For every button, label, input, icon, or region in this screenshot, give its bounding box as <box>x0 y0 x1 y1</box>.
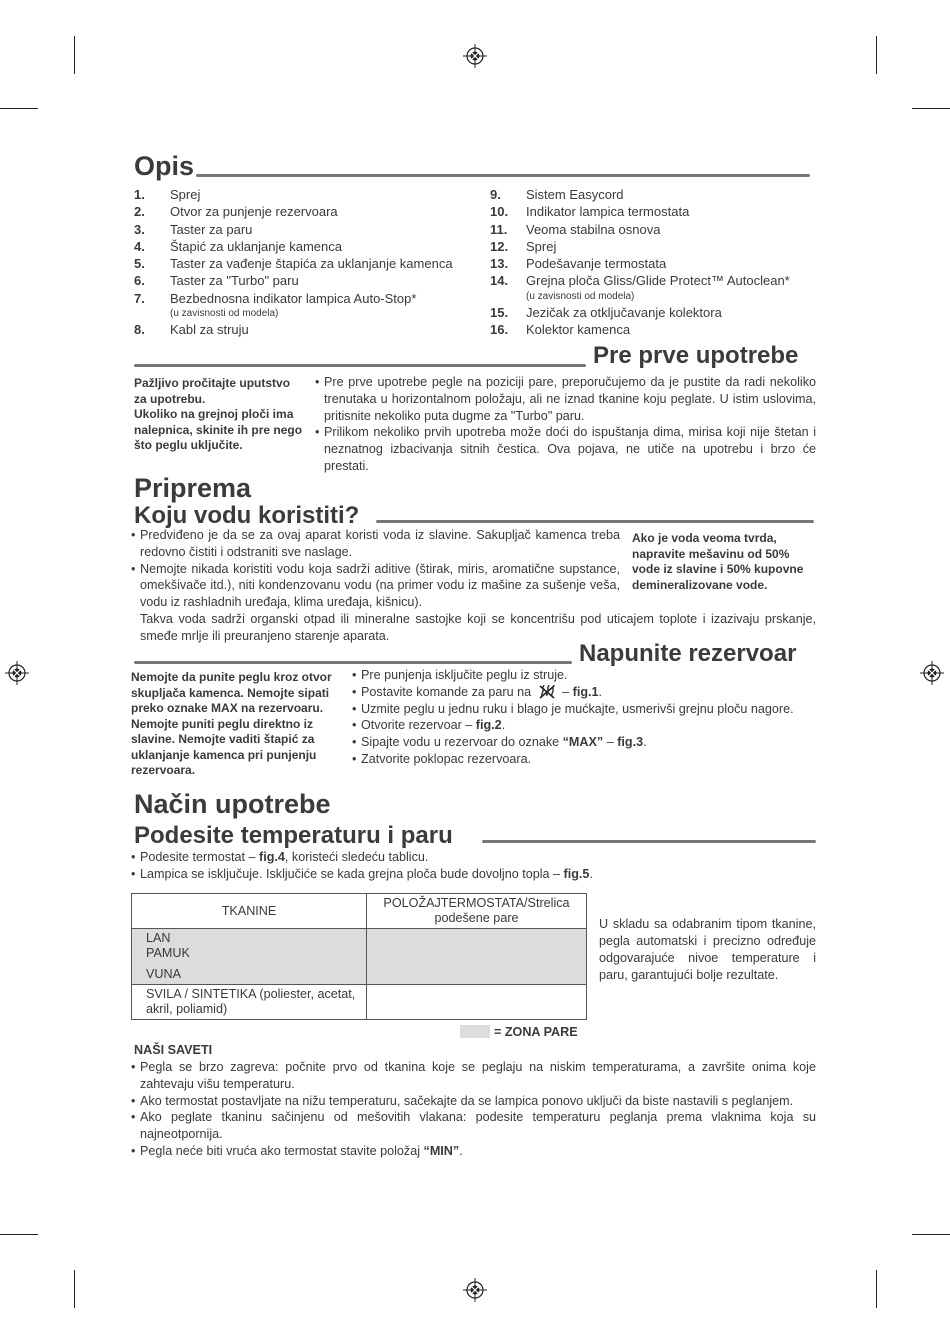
crop-mark <box>912 108 950 109</box>
list-item: • Pre punjenja isključite peglu iz struje. <box>352 667 816 684</box>
title-rule <box>376 520 814 523</box>
crop-mark <box>0 108 38 109</box>
list-item: 6. Taster za "Turbo" paru <box>134 273 299 289</box>
crop-mark <box>0 1234 38 1235</box>
list-item: • Pre prve upotrebe pegle na poziciji pare, preporučujemo da je pustite da radi nekoliko trenutaka u horizontalnom položaju, ali ne iznad tkanine koju peglate. U istim uslovima, pritisnite nekoliko puta dugme za "Turbo" paru. <box>315 374 816 424</box>
table-cell: SVILA / SINTETIKA (poliester, acetat, akril, poliamid) <box>132 985 367 1020</box>
registration-mark-icon <box>5 661 29 685</box>
registration-mark-icon <box>463 1278 487 1302</box>
side-note: Pažljivo pročitajte uputstvo za upotrebu. Ukoliko na grejnoj ploči ima nalepnica, skinite ih pre nego što peglu uključite. <box>134 376 303 452</box>
list-item: 3. Taster za paru <box>134 221 253 237</box>
bullet-list <box>131 527 620 611</box>
list-item: • Podesite termostat – fig.4, koristeći sledeću tablicu. <box>131 849 816 866</box>
list-item: • Predviđeno je da se za ovaj aparat koristi voda iz slavine. Sakupljač kamenca treba redovno čistiti i odstraniti sve naslage. <box>131 527 620 561</box>
section-title-nacin-upotrebe: Način upotrebe <box>134 789 331 819</box>
table-header: POLOŽAJTERMOSTATA/Strelica podešene pare <box>367 894 587 929</box>
parts-list-right <box>490 186 820 338</box>
list-item: • Nemojte nikada koristiti vodu koja sadrži aditive (štirak, miris, aromatične supstance, omekšivače itd.), niti kondenzovanu vodu (na primer vodu iz mašine za sušenje veša, vodu iz rashladnih uređaja, klima uređaja, kišnicu). <box>131 561 620 611</box>
list-item: • Otvorite rezervoar – fig.2. <box>352 717 816 734</box>
table-row <box>132 985 587 1020</box>
bullet-list <box>131 849 816 883</box>
table-row <box>132 894 587 929</box>
list-item: 4. Štapić za uklanjanje kamenca <box>134 238 342 254</box>
steam-zone-legend: = ZONA PARE <box>460 1025 578 1039</box>
list-item: 7. Bezbednosna indikator lampica Auto-Stop* (u zavisnosti od modela) <box>134 290 417 320</box>
subsection-title: Podesite temperaturu i paru <box>134 822 453 849</box>
list-item: 1. Sprej <box>134 187 201 202</box>
title-rule <box>134 661 572 664</box>
title-rule <box>196 174 810 177</box>
no-steam-icon <box>538 684 556 699</box>
crop-mark <box>912 1234 950 1235</box>
fabric-temperature-table <box>131 893 587 1020</box>
section-title-pre-prve-upotrebe: Pre prve upotrebe <box>593 342 799 369</box>
section-title-napunite-rezervoar: Napunite rezervoar <box>579 640 797 667</box>
list-item: • Pegla neće biti vruća ako termostat stavite položaj “MIN”. <box>131 1143 816 1160</box>
section-title-opis: Opis <box>134 151 195 181</box>
list-item: 11. Veoma stabilna osnova <box>490 221 661 237</box>
list-item: • Zatvorite poklopac rezervoara. <box>352 751 816 768</box>
registration-mark-icon <box>920 661 944 685</box>
list-item: 12. Sprej <box>490 238 557 254</box>
crop-mark <box>74 36 75 74</box>
list-item: • Ako peglate tkaninu sačinjenu od mešovitih vlakana: podesite temperaturu peglanja prema vlaknima koja su najneotpornija. <box>131 1109 816 1143</box>
list-item: 16. Kolektor kamenca <box>490 322 631 338</box>
bullet-list <box>315 374 816 475</box>
crop-mark <box>876 1270 877 1308</box>
tips-list <box>131 1059 816 1160</box>
side-note: Ako je voda veoma tvrda, napravite mešavinu od 50% vode iz slavine i 50% kupovne demineralizovane vode. <box>632 531 804 592</box>
list-item: • Postavite komande za paru na – fig.1. <box>352 684 816 701</box>
subsection-title: Koju vodu koristiti? <box>134 502 360 529</box>
tips-title: NAŠI SAVETI <box>134 1043 213 1057</box>
title-rule <box>134 364 586 367</box>
paragraph: Takva voda sadrži organski otpad ili mineralne sastojke koji se koncentrišu pod uticajem toplote i izazivaju prskanje, smeđe mrlje ili preuranjeno starenje aparata. <box>140 612 816 643</box>
list-item: • Sipajte vodu u rezervoar do oznake “MAX” – fig.3. <box>352 734 816 751</box>
list-item: • Pegla se brzo zagreva: počnite prvo od tkanina koje se peglaju na niskim temperaturama, a završite onima koje zahtevaju višu temperaturu. <box>131 1059 816 1093</box>
list-item: 15. Jezičak za otključavanje kolektora <box>490 304 722 320</box>
table-cell: LAN PAMUK VUNA <box>132 929 367 985</box>
table-cell <box>367 985 587 1020</box>
list-item: • Ako termostat postavljate na nižu temperaturu, sačekajte da se lampica ponovo uključi da biste nastavili s peglanjem. <box>131 1093 816 1110</box>
bullet-list <box>352 667 816 768</box>
list-item: 9. Sistem Easycord <box>490 187 624 202</box>
list-item: 5. Taster za vađenje štapića za uklanjanje kamenca <box>134 256 453 272</box>
table-row <box>132 929 587 985</box>
registration-mark-icon <box>463 44 487 68</box>
crop-mark <box>876 36 877 74</box>
list-item: 8. Kabl za struju <box>134 322 249 338</box>
table-header: TKANINE <box>132 894 367 929</box>
table-cell <box>367 929 587 985</box>
side-note: Nemojte da punite peglu kroz otvor skupljača kamenca. Nemojte sipati preko oznake MAX na rezervoaru. Nemojte puniti peglu direktno iz slavine. Nemojte vaditi štapić za uklanjanje kamenca pri punjenju rezervoara. <box>131 670 332 777</box>
parts-list-left <box>134 186 474 338</box>
list-item: • Prilikom nekoliko prvih upotreba može doći do ispuštanja dima, mirisa koji nije štetan i neznatnog izbacivanja sitnih čestica. Ova pojava, ne utiče na upotrebu i brzo će prestati. <box>315 424 816 474</box>
list-item: 14. Grejna ploča Gliss/Glide Protect™ Autoclean* (u zavisnosti od modela) <box>490 273 790 302</box>
crop-mark <box>74 1270 75 1308</box>
list-item: 2. Otvor za punjenje rezervoara <box>134 204 338 220</box>
side-text: U skladu sa odabranim tipom tkanine, pegla automatski i precizno određuje odgovarajuće nivoe temperature i paru, garantujući bolje rezultate. <box>599 917 816 982</box>
list-item: 10. Indikator lampica termostata <box>490 204 690 220</box>
list-item: • Lampica se isključuje. Isključiće se kada grejna ploča bude dovoljno topla – fig.5. <box>131 866 816 883</box>
list-item: • Uzmite peglu u jednu ruku i blago je mućkajte, usmerivši grejnu ploču nagore. <box>352 701 816 718</box>
list-item: 13. Podešavanje termostata <box>490 256 667 272</box>
steam-zone-swatch <box>460 1025 490 1038</box>
title-rule <box>482 840 816 843</box>
section-title-priprema: Priprema <box>134 473 252 503</box>
